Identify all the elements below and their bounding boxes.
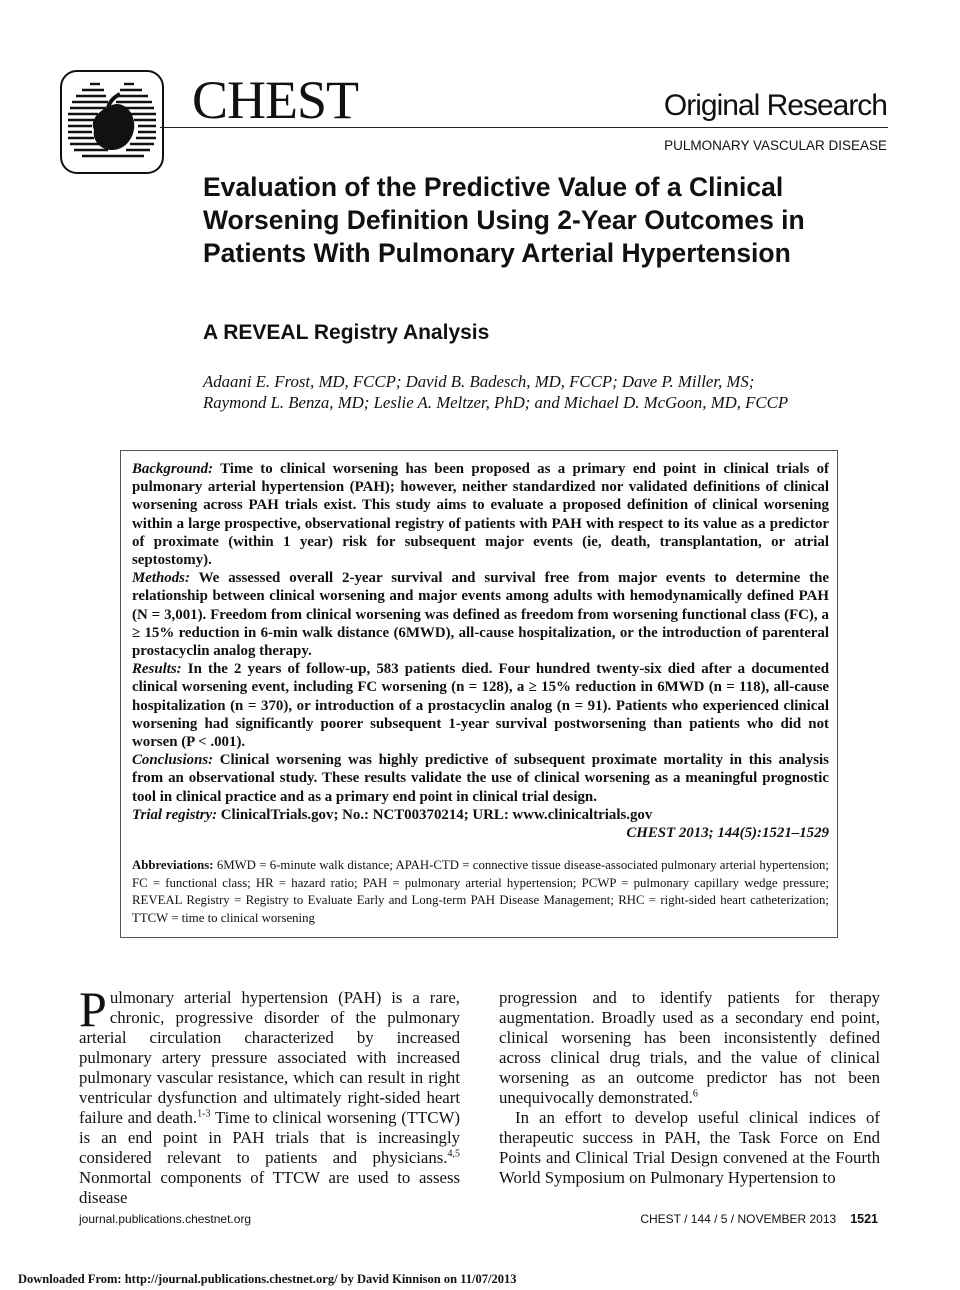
trial-label: Trial registry: <box>132 806 218 823</box>
drop-cap: P <box>79 981 107 1037</box>
background-text: Time to clinical worsening has been proposed as a primary end point in clinical trials of pulmonary arterial hypertension (PAH); however, neither standardized nor validated definitions of clinical worsening across PAH trials exist. This study aims to evaluate a proposed definition of clinical worsening within a large prospective, observational registry of patients with PAH with respect to its value as a predictor of proximate (within 1 year) risk for subsequent major events (ie, death, transplantation, or atrial septostomy). <box>132 461 829 569</box>
body-column-left <box>79 981 460 1208</box>
conclusions-text: Clinical worsening was highly predictive of subsequent proximate mortality in this analysis from an observational study. These results validate the use of clinical worsening as a meaningful prognostic tool in clinical practice and as a primary end point in clinical trial design. <box>132 752 829 805</box>
subsection-label: PULMONARY VASCULAR DISEASE <box>664 138 887 153</box>
journal-logo <box>60 70 164 174</box>
author-list <box>203 371 903 413</box>
intro-text-2: Time to clinical worsening (TTCW) is an end point in PAH trials that is increasingly considered relevant to patients and physicians. <box>79 1108 460 1167</box>
reference[interactable]: 1-3 <box>197 1108 211 1120</box>
abbrev-label: Abbreviations: <box>132 858 214 873</box>
reference[interactable]: 6 <box>692 1088 698 1100</box>
methods-label: Methods: <box>132 570 190 587</box>
results-text: In the 2 years of follow-up, 583 patients died. Four hundred twenty-six died after a documented clinical worsening event, including FC worsening (n = 128), a ≥ 15% reduction in 6MWD (n = 118), all-cause hospitalization (n = 370), or introduction of a prostacyclin analog (n = 91). Patients who experienced clinical worsening had significantly poorer subsequent 1-year survival postworsening than patients who did not worsen (P < .001). <box>132 661 829 751</box>
footer-issue <box>640 1212 878 1226</box>
abstract-results <box>132 660 829 751</box>
footer-website[interactable]: journal.publications.chestnet.org <box>79 1212 252 1226</box>
methods-text: We assessed overall 2-year survival and survival free from major events to determine the relationship between clinical worsening and major events among adults with hemodynamically defined PAH (N = 3,001). Freedom from clinical worsening was defined as freedom from worsening functional class (FC), a ≥ 15% reduction in 6-min walk distance (6MWD), all-cause hospitalization, or the introduction of parenteral prostacyclin analog therapy. <box>132 570 829 660</box>
journal-name: CHEST <box>192 70 359 130</box>
authors-line-1: Adaani E. Frost, MD, FCCP; David B. Badesch, MD, FCCP; Dave P. Miller, MS; <box>203 372 755 391</box>
abstract-trial-registry <box>132 806 829 824</box>
header-rule <box>160 127 888 128</box>
abstract-methods <box>132 569 829 660</box>
abstract-conclusions <box>132 751 829 806</box>
section-label: Original Research <box>663 89 887 122</box>
body-text-1: progression and to identify patients for therapy augmentation. Broadly used as a secondary end point, clinical worsening has been inconsistently defined across clinical drug trials, and the value of clinical worsening as an outcome predictor has not been unequivocally demonstrated. <box>499 988 880 1107</box>
article-subtitle: A REVEAL Registry Analysis <box>203 321 490 344</box>
paragraph: In an effort to develop useful clinical indices of therapeutic success in PAH, the Task Force on End Points and Clinical Trial Design convened at the Fourth World Symposium on Pulmonary Hypertension to <box>499 1108 880 1187</box>
article-title: Evaluation of the Predictive Value of a Clinical Worsening Definition Using 2-Year Outcomes in Patients With Pulmonary Arterial Hypertension <box>203 172 805 268</box>
abbrev-text: 6MWD = 6-minute walk distance; APAH-CTD = connective tissue disease-associated pulmonary arterial hypertension; FC = functional class; HR = hazard ratio; PAH = pulmonary arterial hypertension; PCWP = pulmonary capillary wedge pressure; REVEAL Registry = Registry to Evaluate Early and Long-term PAH Disease Management; RHC = right-sided heart catheterization; TTCW = time to clinical worsening <box>132 858 829 925</box>
intro-paragraph <box>79 981 460 1208</box>
results-label: Results: <box>132 661 182 678</box>
reference[interactable]: 4,5 <box>447 1148 460 1160</box>
conclusions-label: Conclusions: <box>132 752 214 769</box>
abstract-background <box>132 460 829 569</box>
citation: CHEST 2013; 144(5):1521–1529 <box>626 825 829 842</box>
issue-info: CHEST / 144 / 5 / NOVEMBER 2013 <box>640 1212 837 1226</box>
paragraph-continued <box>499 988 880 1108</box>
trial-text: ClinicalTrials.gov; No.: NCT00370214; URL: www.clinicaltrials.gov <box>220 806 653 823</box>
page-number: 1521 <box>850 1212 878 1226</box>
download-notice: Downloaded From: http://journal.publications.chestnet.org/ by David Kinnison on 11/07/2013 <box>18 1272 517 1286</box>
body-column-right <box>499 988 880 1188</box>
authors-line-2: Raymond L. Benza, MD; Leslie A. Meltzer, PhD; and Michael D. McGoon, MD, FCCP <box>203 393 789 412</box>
abstract-box <box>120 450 838 938</box>
abbreviations <box>132 857 829 927</box>
intro-text-1: ulmonary arterial hypertension (PAH) is a rare, chronic, progressive disorder of the pulmonary arterial circulation characterized by increased pulmonary artery pressure associated with increased pulmonary vascular resistance, which can result in right ventricular dysfunction and ultimately right-sided heart failure and death. <box>79 988 460 1127</box>
background-label: Background: <box>132 461 214 477</box>
intro-text-3: Nonmortal components of TTCW are used to assess disease <box>79 1168 460 1207</box>
